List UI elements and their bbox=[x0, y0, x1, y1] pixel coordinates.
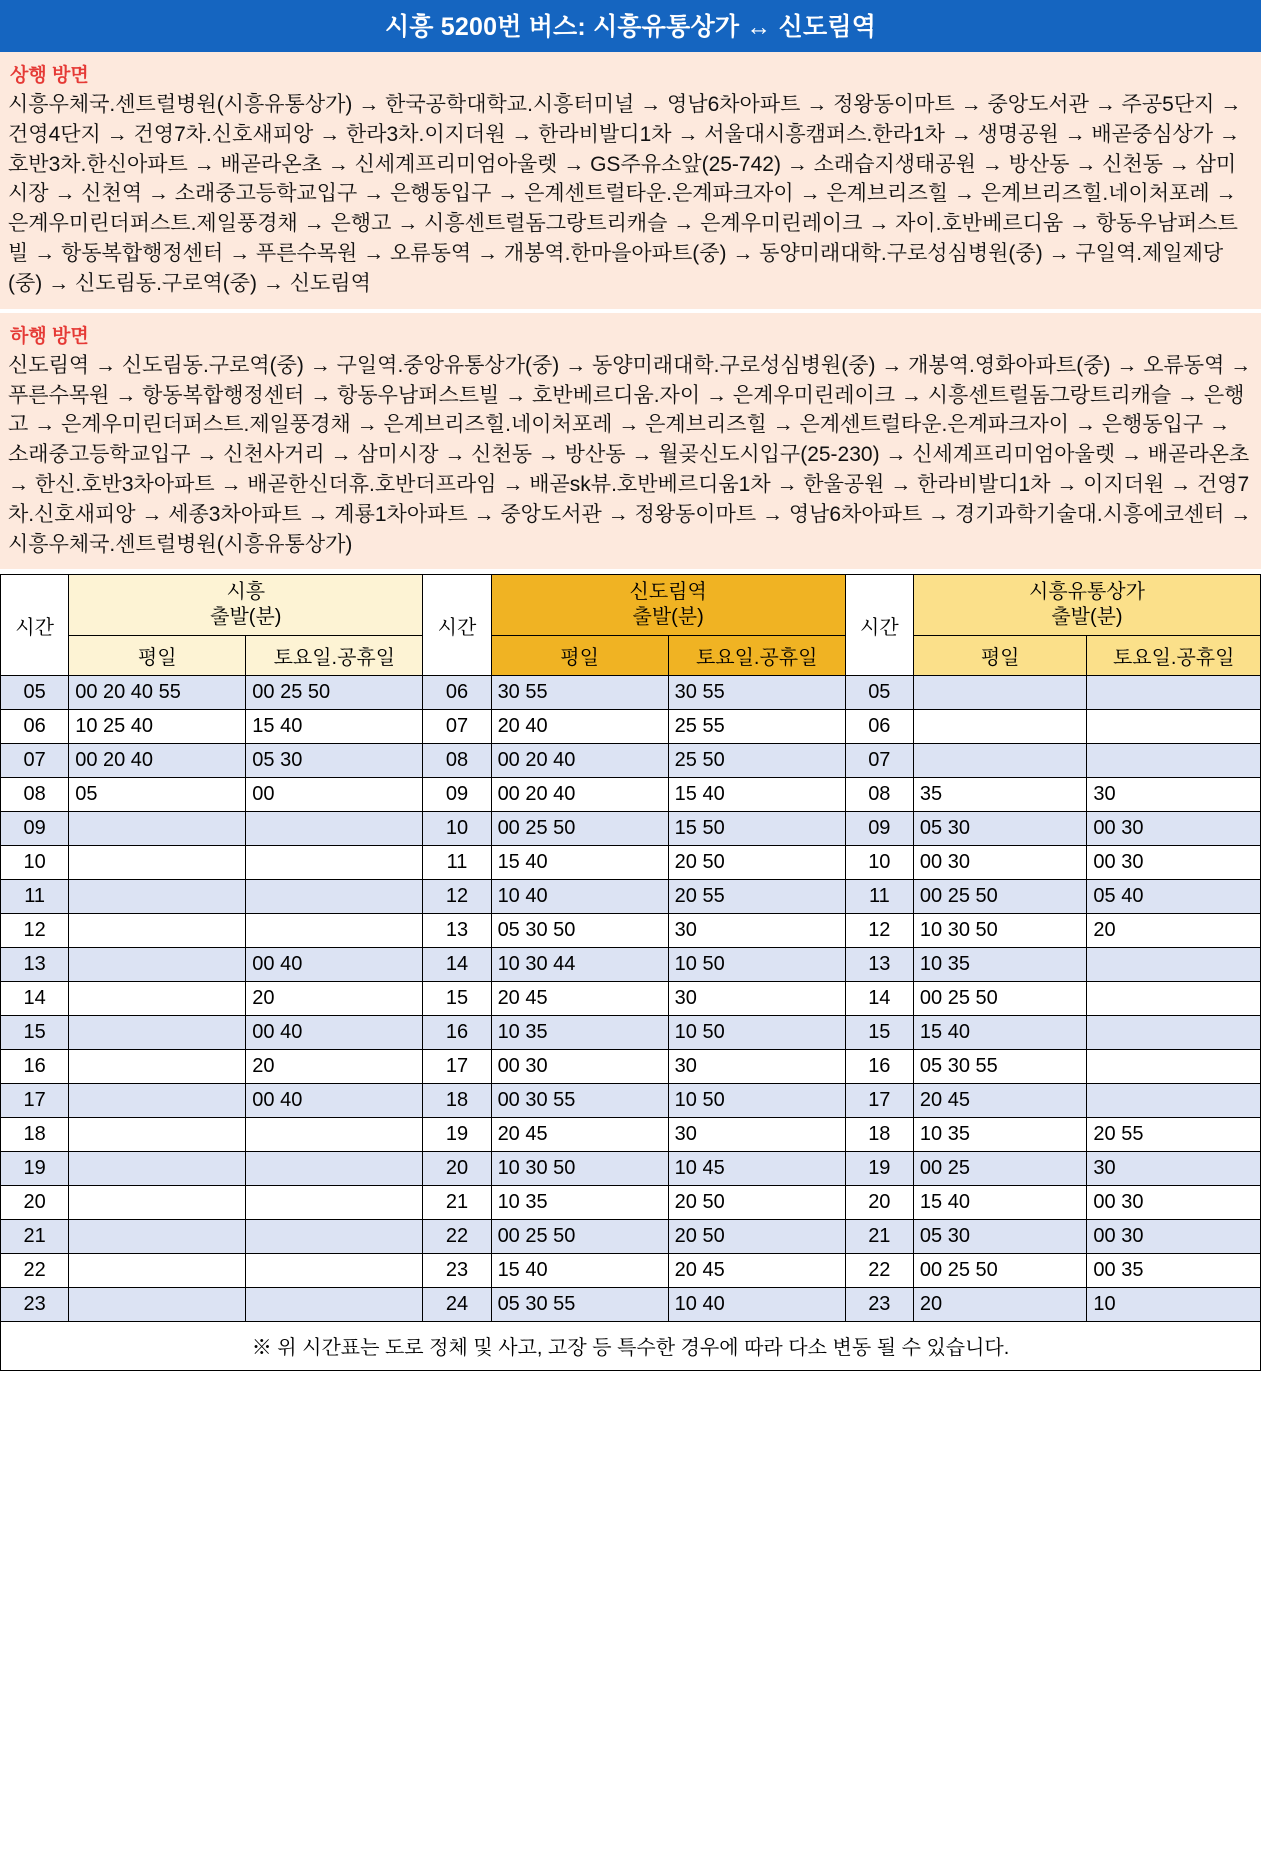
cell-yutong-weekday: 05 30 55 bbox=[913, 1050, 1087, 1084]
cell-shihung-weekday bbox=[69, 1186, 246, 1220]
route-heading-up: 상행 방면 bbox=[10, 65, 89, 86]
cell-yutong-weekend bbox=[1087, 744, 1261, 778]
table-row bbox=[1, 982, 1261, 1016]
cell-hour-sindorim: 17 bbox=[423, 1050, 491, 1084]
table-row bbox=[1, 744, 1261, 778]
cell-shihung-weekday: 00 20 40 55 bbox=[69, 676, 246, 710]
table-row bbox=[1, 676, 1261, 710]
cell-hour-yutong: 17 bbox=[845, 1084, 913, 1118]
cell-hour-yutong: 05 bbox=[845, 676, 913, 710]
cell-sindorim-weekday: 10 40 bbox=[491, 880, 668, 914]
table-row bbox=[1, 710, 1261, 744]
cell-sindorim-weekend: 20 50 bbox=[668, 1186, 845, 1220]
cell-hour-yutong: 18 bbox=[845, 1118, 913, 1152]
cell-shihung-weekend: 20 bbox=[246, 982, 423, 1016]
cell-hour-shihung: 11 bbox=[1, 880, 69, 914]
subheader-yutong-weekend: 토요일.공휴일 bbox=[1087, 636, 1261, 676]
cell-yutong-weekday: 00 25 50 bbox=[913, 880, 1087, 914]
cell-shihung-weekend: 15 40 bbox=[246, 710, 423, 744]
cell-yutong-weekend bbox=[1087, 1016, 1261, 1050]
cell-hour-yutong: 14 bbox=[845, 982, 913, 1016]
cell-sindorim-weekday: 10 30 44 bbox=[491, 948, 668, 982]
cell-shihung-weekday bbox=[69, 846, 246, 880]
cell-shihung-weekend: 20 bbox=[246, 1050, 423, 1084]
cell-yutong-weekday: 10 35 bbox=[913, 948, 1087, 982]
header-group-sindorim-line1: 신도림역 bbox=[629, 581, 707, 604]
cell-hour-shihung: 10 bbox=[1, 846, 69, 880]
cell-hour-sindorim: 14 bbox=[423, 948, 491, 982]
cell-shihung-weekday bbox=[69, 948, 246, 982]
cell-sindorim-weekend: 25 55 bbox=[668, 710, 845, 744]
cell-shihung-weekday: 10 25 40 bbox=[69, 710, 246, 744]
cell-hour-yutong: 13 bbox=[845, 948, 913, 982]
cell-yutong-weekday: 20 bbox=[913, 1288, 1087, 1322]
cell-sindorim-weekend: 15 40 bbox=[668, 778, 845, 812]
cell-sindorim-weekday: 30 55 bbox=[491, 676, 668, 710]
subheader-shihung-weekend: 토요일.공휴일 bbox=[246, 636, 423, 676]
subheader-sindorim-weekend: 토요일.공휴일 bbox=[668, 636, 845, 676]
cell-hour-sindorim: 11 bbox=[423, 846, 491, 880]
route-text-down: 신도림역 → 신도림동.구로역(중) → 구일역.중앙유통상가(중) → 동양미래대학.구로성심병원(중) → 개봉역.영화아파트(중) → 오류동역 → 푸른수목원 → 항동복합행정센터 → 항동우남퍼스트빌 → 호반베르디움.자이 → 은계우미린레이크 → 시흥센트럴돔그랑트리캐슬 → 은행고 → 은계우미린더퍼스트.제일풍경채 → 은계브리즈힐.네이처포레 → 은계브리즈힐 → 은계센트럴타운.은계파크자이 → 은행동입구 → 소래중고등학교입구 → 신천사거리 → 삼미시장 → 신천동 → 방산동 → 월곶신도시입구(25-230) → 신세계프리미엄아울렛 → 배곧라온초 → 한신.호반3차아파트 → 배곧한신더휴.호반더프라임 → 배곧sk뷰.호반베르디움1차 → 한울공원 → 한라비발디1차 → 이지더원 → 건영7차.신호새피앙 → 세종3차아파트 → 계룡1차아파트 → 중앙도서관 → 정왕동이마트 → 영남6차아파트 → 경기과학기술대.시흥에코센터 → 시흥우체국.센트럴병원(시흥유통상가) bbox=[8, 353, 1252, 556]
cell-hour-sindorim: 10 bbox=[423, 812, 491, 846]
timetable-sub-header-row bbox=[1, 636, 1261, 676]
cell-hour-sindorim: 23 bbox=[423, 1254, 491, 1288]
cell-yutong-weekend: 00 30 bbox=[1087, 1186, 1261, 1220]
cell-yutong-weekend bbox=[1087, 982, 1261, 1016]
cell-hour-shihung: 14 bbox=[1, 982, 69, 1016]
cell-yutong-weekday bbox=[913, 676, 1087, 710]
cell-hour-sindorim: 16 bbox=[423, 1016, 491, 1050]
timetable-group-header-row bbox=[1, 575, 1261, 636]
cell-hour-yutong: 19 bbox=[845, 1152, 913, 1186]
cell-shihung-weekend: 00 40 bbox=[246, 1016, 423, 1050]
cell-hour-shihung: 16 bbox=[1, 1050, 69, 1084]
header-group-shihung-line1: 시흥 bbox=[226, 581, 266, 604]
cell-hour-sindorim: 19 bbox=[423, 1118, 491, 1152]
cell-yutong-weekday: 10 35 bbox=[913, 1118, 1087, 1152]
page-title: 시흥 5200번 버스: 시흥유통상가 ↔ 신도림역 bbox=[0, 0, 1261, 52]
cell-hour-sindorim: 08 bbox=[423, 744, 491, 778]
cell-shihung-weekday: 05 bbox=[69, 778, 246, 812]
cell-hour-sindorim: 09 bbox=[423, 778, 491, 812]
header-group-yutong bbox=[913, 575, 1260, 636]
cell-yutong-weekday: 35 bbox=[913, 778, 1087, 812]
cell-yutong-weekday: 15 40 bbox=[913, 1016, 1087, 1050]
cell-shihung-weekend bbox=[246, 812, 423, 846]
cell-sindorim-weekend: 10 50 bbox=[668, 1016, 845, 1050]
table-row bbox=[1, 1118, 1261, 1152]
cell-yutong-weekday: 05 30 bbox=[913, 1220, 1087, 1254]
cell-sindorim-weekend: 20 50 bbox=[668, 846, 845, 880]
cell-sindorim-weekday: 00 25 50 bbox=[491, 1220, 668, 1254]
cell-yutong-weekday: 10 30 50 bbox=[913, 914, 1087, 948]
cell-hour-sindorim: 24 bbox=[423, 1288, 491, 1322]
cell-hour-shihung: 06 bbox=[1, 710, 69, 744]
cell-yutong-weekend: 30 bbox=[1087, 1152, 1261, 1186]
cell-shihung-weekday bbox=[69, 1016, 246, 1050]
subheader-yutong-weekday: 평일 bbox=[913, 636, 1087, 676]
table-row bbox=[1, 1220, 1261, 1254]
cell-hour-sindorim: 18 bbox=[423, 1084, 491, 1118]
cell-shihung-weekend bbox=[246, 880, 423, 914]
cell-hour-shihung: 07 bbox=[1, 744, 69, 778]
cell-hour-shihung: 23 bbox=[1, 1288, 69, 1322]
cell-shihung-weekend bbox=[246, 1152, 423, 1186]
cell-shihung-weekend bbox=[246, 914, 423, 948]
cell-hour-shihung: 17 bbox=[1, 1084, 69, 1118]
cell-shihung-weekend: 00 40 bbox=[246, 1084, 423, 1118]
cell-hour-sindorim: 12 bbox=[423, 880, 491, 914]
cell-yutong-weekend: 05 40 bbox=[1087, 880, 1261, 914]
cell-shihung-weekday bbox=[69, 1288, 246, 1322]
cell-hour-shihung: 13 bbox=[1, 948, 69, 982]
cell-hour-yutong: 20 bbox=[845, 1186, 913, 1220]
cell-yutong-weekday: 00 30 bbox=[913, 846, 1087, 880]
cell-hour-shihung: 05 bbox=[1, 676, 69, 710]
route-block-down bbox=[0, 313, 1261, 570]
cell-hour-yutong: 22 bbox=[845, 1254, 913, 1288]
table-row bbox=[1, 1186, 1261, 1220]
cell-yutong-weekend: 10 bbox=[1087, 1288, 1261, 1322]
table-row bbox=[1, 914, 1261, 948]
cell-sindorim-weekday: 00 20 40 bbox=[491, 744, 668, 778]
cell-shihung-weekend: 05 30 bbox=[246, 744, 423, 778]
cell-hour-shihung: 22 bbox=[1, 1254, 69, 1288]
cell-yutong-weekend: 00 35 bbox=[1087, 1254, 1261, 1288]
header-group-yutong-line1: 시흥유통상가 bbox=[1029, 581, 1145, 604]
cell-sindorim-weekend: 10 40 bbox=[668, 1288, 845, 1322]
cell-yutong-weekday: 20 45 bbox=[913, 1084, 1087, 1118]
table-row bbox=[1, 812, 1261, 846]
route-text-up: 시흥우체국.센트럴병원(시흥유통상가) → 한국공학대학교.시흥터미널 → 영남6차아파트 → 정왕동이마트 → 중앙도서관 → 주공5단지 → 건영4단지 → 건영7차.신호새피앙 → 한라3차.이지더원 → 한라비발디1차 → 서울대시흥캠퍼스.한라1차 → 생명공원 → 배곧중심상가 → 호반3차.한신아파트 → 배곧라온초 → 신세계프리미엄아울렛 → GS주유소앞(25-742) → 소래습지생태공원 → 방산동 → 신천동 → 삼미시장 → 신천역 → 소래중고등학교입구 → 은행동입구 → 은계센트럴타운.은계파크자이 → 은계브리즈힐 → 은계브리즈힐.네이처포레 → 은계우미린더퍼스트.제일풍경채 → 은행고 → 시흥센트럴돔그랑트리캐슬 → 은계우미린레이크 → 자이.호반베르디움 → 항동우남퍼스트빌 → 항동복합행정센터 → 푸른수목원 → 오류동역 → 개봉역.한마을아파트(중) → 동양미래대학.구로성심병원(중) → 구일역.제일제당(중) → 신도림동.구로역(중) → 신도림역 bbox=[8, 93, 1242, 295]
cell-shihung-weekday bbox=[69, 880, 246, 914]
header-hour-sindorim: 시간 bbox=[423, 575, 491, 676]
cell-yutong-weekend: 20 55 bbox=[1087, 1118, 1261, 1152]
header-group-yutong-line2: 출발(분) bbox=[1051, 606, 1123, 629]
header-group-shihung bbox=[69, 575, 423, 636]
cell-hour-shihung: 08 bbox=[1, 778, 69, 812]
cell-yutong-weekend: 00 30 bbox=[1087, 1220, 1261, 1254]
cell-sindorim-weekend: 10 50 bbox=[668, 1084, 845, 1118]
cell-sindorim-weekday: 00 30 bbox=[491, 1050, 668, 1084]
cell-hour-yutong: 11 bbox=[845, 880, 913, 914]
cell-hour-yutong: 12 bbox=[845, 914, 913, 948]
cell-sindorim-weekday: 20 45 bbox=[491, 1118, 668, 1152]
header-group-shihung-line2: 출발(분) bbox=[210, 606, 282, 629]
footer-note: ※ 위 시간표는 도로 정체 및 사고, 고장 등 특수한 경우에 따라 다소 변동 될 수 있습니다. bbox=[0, 1322, 1261, 1371]
cell-yutong-weekday: 00 25 50 bbox=[913, 982, 1087, 1016]
cell-sindorim-weekday: 20 45 bbox=[491, 982, 668, 1016]
cell-hour-shihung: 21 bbox=[1, 1220, 69, 1254]
cell-hour-sindorim: 15 bbox=[423, 982, 491, 1016]
table-row bbox=[1, 846, 1261, 880]
cell-hour-sindorim: 20 bbox=[423, 1152, 491, 1186]
cell-hour-yutong: 16 bbox=[845, 1050, 913, 1084]
cell-shihung-weekend bbox=[246, 1288, 423, 1322]
cell-shihung-weekend bbox=[246, 1186, 423, 1220]
cell-yutong-weekend: 00 30 bbox=[1087, 812, 1261, 846]
cell-hour-sindorim: 06 bbox=[423, 676, 491, 710]
cell-hour-yutong: 21 bbox=[845, 1220, 913, 1254]
cell-sindorim-weekend: 30 bbox=[668, 982, 845, 1016]
table-row bbox=[1, 1050, 1261, 1084]
cell-yutong-weekday: 00 25 bbox=[913, 1152, 1087, 1186]
cell-hour-shihung: 15 bbox=[1, 1016, 69, 1050]
cell-sindorim-weekend: 10 45 bbox=[668, 1152, 845, 1186]
cell-shihung-weekday: 00 20 40 bbox=[69, 744, 246, 778]
timetable-body bbox=[1, 676, 1261, 1322]
cell-shihung-weekday bbox=[69, 1118, 246, 1152]
cell-sindorim-weekend: 25 50 bbox=[668, 744, 845, 778]
cell-sindorim-weekend: 30 bbox=[668, 914, 845, 948]
table-row bbox=[1, 948, 1261, 982]
cell-hour-yutong: 10 bbox=[845, 846, 913, 880]
table-row bbox=[1, 778, 1261, 812]
cell-sindorim-weekday: 15 40 bbox=[491, 846, 668, 880]
cell-hour-sindorim: 22 bbox=[423, 1220, 491, 1254]
cell-yutong-weekday: 05 30 bbox=[913, 812, 1087, 846]
table-row bbox=[1, 1288, 1261, 1322]
cell-sindorim-weekend: 30 55 bbox=[668, 676, 845, 710]
cell-sindorim-weekday: 15 40 bbox=[491, 1254, 668, 1288]
cell-sindorim-weekday: 10 30 50 bbox=[491, 1152, 668, 1186]
cell-yutong-weekend: 20 bbox=[1087, 914, 1261, 948]
cell-hour-shihung: 09 bbox=[1, 812, 69, 846]
cell-yutong-weekend: 00 30 bbox=[1087, 846, 1261, 880]
cell-hour-yutong: 15 bbox=[845, 1016, 913, 1050]
cell-shihung-weekday bbox=[69, 812, 246, 846]
header-hour-yutong: 시간 bbox=[845, 575, 913, 676]
cell-hour-shihung: 19 bbox=[1, 1152, 69, 1186]
cell-hour-yutong: 23 bbox=[845, 1288, 913, 1322]
table-row bbox=[1, 1254, 1261, 1288]
cell-sindorim-weekday: 10 35 bbox=[491, 1016, 668, 1050]
cell-yutong-weekday: 00 25 50 bbox=[913, 1254, 1087, 1288]
cell-yutong-weekday bbox=[913, 710, 1087, 744]
cell-sindorim-weekday: 05 30 50 bbox=[491, 914, 668, 948]
cell-hour-yutong: 06 bbox=[845, 710, 913, 744]
header-group-sindorim-line2: 출발(분) bbox=[632, 606, 704, 629]
cell-hour-sindorim: 21 bbox=[423, 1186, 491, 1220]
cell-hour-sindorim: 13 bbox=[423, 914, 491, 948]
cell-shihung-weekday bbox=[69, 1152, 246, 1186]
cell-shihung-weekend bbox=[246, 846, 423, 880]
cell-sindorim-weekday: 00 20 40 bbox=[491, 778, 668, 812]
cell-yutong-weekend bbox=[1087, 1084, 1261, 1118]
header-group-sindorim bbox=[491, 575, 845, 636]
cell-hour-yutong: 08 bbox=[845, 778, 913, 812]
cell-yutong-weekend bbox=[1087, 710, 1261, 744]
cell-sindorim-weekend: 20 50 bbox=[668, 1220, 845, 1254]
cell-sindorim-weekend: 20 45 bbox=[668, 1254, 845, 1288]
cell-shihung-weekend bbox=[246, 1254, 423, 1288]
cell-shihung-weekday bbox=[69, 982, 246, 1016]
cell-hour-sindorim: 07 bbox=[423, 710, 491, 744]
cell-sindorim-weekday: 10 35 bbox=[491, 1186, 668, 1220]
cell-yutong-weekday bbox=[913, 744, 1087, 778]
cell-shihung-weekend bbox=[246, 1220, 423, 1254]
table-row bbox=[1, 1084, 1261, 1118]
cell-sindorim-weekday: 05 30 55 bbox=[491, 1288, 668, 1322]
cell-sindorim-weekend: 30 bbox=[668, 1050, 845, 1084]
cell-shihung-weekday bbox=[69, 914, 246, 948]
cell-hour-yutong: 07 bbox=[845, 744, 913, 778]
subheader-sindorim-weekday: 평일 bbox=[491, 636, 668, 676]
cell-shihung-weekend bbox=[246, 1118, 423, 1152]
cell-shihung-weekday bbox=[69, 1084, 246, 1118]
cell-shihung-weekday bbox=[69, 1050, 246, 1084]
cell-sindorim-weekend: 20 55 bbox=[668, 880, 845, 914]
cell-shihung-weekend: 00 40 bbox=[246, 948, 423, 982]
cell-shihung-weekend: 00 bbox=[246, 778, 423, 812]
cell-shihung-weekend: 00 25 50 bbox=[246, 676, 423, 710]
cell-hour-yutong: 09 bbox=[845, 812, 913, 846]
cell-yutong-weekend bbox=[1087, 948, 1261, 982]
cell-yutong-weekday: 15 40 bbox=[913, 1186, 1087, 1220]
cell-hour-shihung: 20 bbox=[1, 1186, 69, 1220]
cell-shihung-weekday bbox=[69, 1254, 246, 1288]
cell-hour-shihung: 12 bbox=[1, 914, 69, 948]
cell-sindorim-weekend: 15 50 bbox=[668, 812, 845, 846]
table-row bbox=[1, 1152, 1261, 1186]
cell-sindorim-weekday: 00 30 55 bbox=[491, 1084, 668, 1118]
header-hour-shihung: 시간 bbox=[1, 575, 69, 676]
cell-yutong-weekend: 30 bbox=[1087, 778, 1261, 812]
cell-yutong-weekend bbox=[1087, 1050, 1261, 1084]
cell-hour-shihung: 18 bbox=[1, 1118, 69, 1152]
cell-sindorim-weekend: 30 bbox=[668, 1118, 845, 1152]
route-block-up bbox=[0, 52, 1261, 309]
cell-shihung-weekday bbox=[69, 1220, 246, 1254]
subheader-shihung-weekday: 평일 bbox=[69, 636, 246, 676]
timetable bbox=[0, 574, 1261, 1322]
table-row bbox=[1, 880, 1261, 914]
table-row bbox=[1, 1016, 1261, 1050]
cell-sindorim-weekday: 00 25 50 bbox=[491, 812, 668, 846]
cell-sindorim-weekday: 20 40 bbox=[491, 710, 668, 744]
cell-yutong-weekend bbox=[1087, 676, 1261, 710]
route-heading-down: 하행 방면 bbox=[10, 325, 89, 347]
cell-sindorim-weekend: 10 50 bbox=[668, 948, 845, 982]
